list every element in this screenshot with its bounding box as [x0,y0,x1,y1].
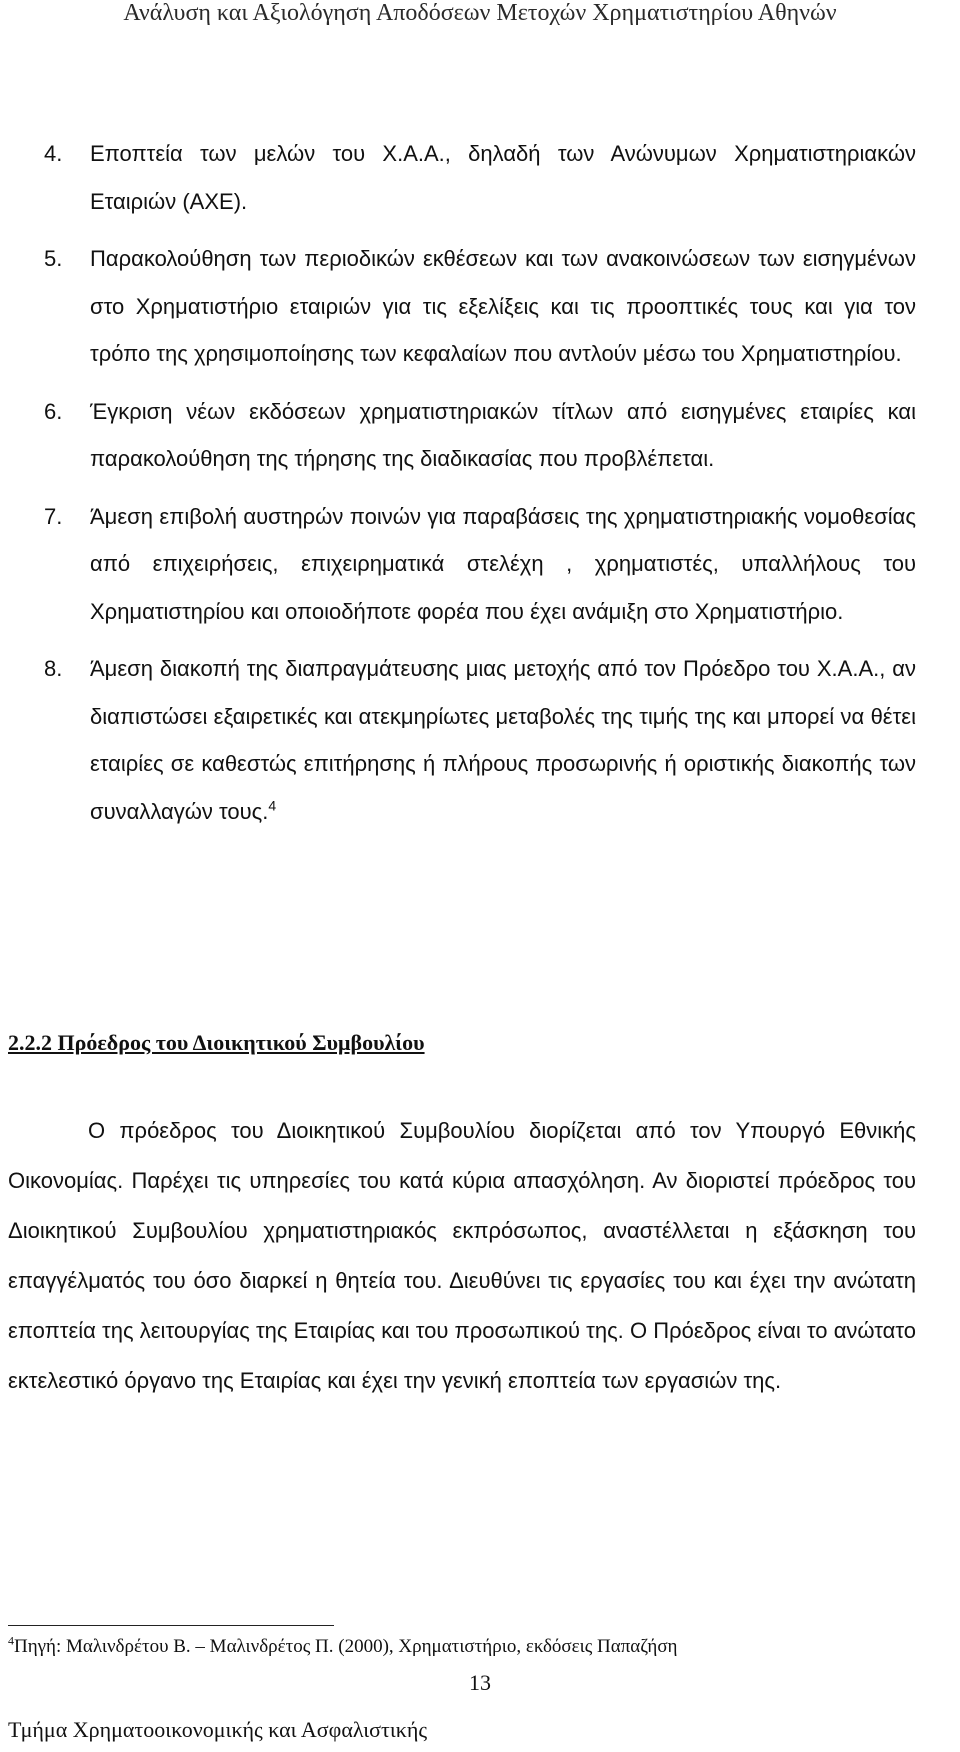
list-item-number: 6. [44,398,63,424]
running-header: Ανάλυση και Αξιολόγηση Αποδόσεων Μετοχών Χρηματιστηρίου Αθηνών [123,0,837,26]
list-item [44,493,916,636]
list-item-number: 8. [44,656,63,681]
section-paragraph: Ο πρόεδρος του Διοικητικού Συμβουλίου διορίζεται από τον Υπουργό Εθνικής Οικονομίας. Παρέχει τις υπηρεσίες του κατά κύρια απασχόληση. Αν διοριστεί πρόεδρος του Διοικητικού Συμβουλίου χρηματιστηριακός εκπρόσωπος, αναστέλλεται η εξάσκηση του επαγγέλματός του όσο διαρκεί η θητεία του. Διευθύνει τις εργασίες του και έχει την ανώτατη εποπτεία της λειτουργίας της Εταιρίας και του προσωπικού της. Ο Πρόεδρος είναι το ανώτατο εκτελεστικό όργανο της Εταιρίας και έχει την γενική εποπτεία των εργασιών της. [8,1118,916,1393]
list-item-text-wrapper [90,645,916,835]
list-item-text: Εποπτεία των μελών του Χ.Α.Α., δηλαδή των Ανώνυμων Χρηματιστηριακών Εταιριών (ΑΧΕ). [90,141,916,214]
list-item-text: Έγκριση νέων εκδόσεων χρηματιστηριακών τίτλων από εισηγμένες εταιρίες και παρακολούθηση της τήρησης της διαδικασίας που προβλέπεται. [90,398,916,471]
list-item [44,130,916,225]
numbered-list [44,130,916,845]
footnote [8,1633,678,1658]
list-item-text: Άμεση διακοπή της διαπραγμάτευσης μιας μετοχής από τον Πρόεδρο του Χ.Α.Α., αν διαπιστώσει εξαιρετικές και ατεκμηρίωτες μεταβολές της τιμής της και μπορεί να θέτει εταιρίες σε καθεστώς επιτήρησης ή πλήρους προσωρινής ή οριστικής διακοπής των συναλλαγών τους. [90,656,916,824]
running-footer: Τμήμα Χρηματοοικονομικής και Ασφαλιστικής [8,1717,428,1742]
section-heading: 2.2.2 Πρόεδρος του Διοικητικού Συμβουλίου [8,1030,425,1055]
list-item [44,645,916,835]
footnote-divider [8,1625,334,1626]
list-item-number: 4. [44,141,63,166]
list-item-number: 5. [44,246,63,271]
footnote-text: Πηγή: Μαλινδρέτου Β. – Μαλινδρέτος Π. (2000), Χρηματιστήριο, εκδόσεις Παπαζήση [14,1636,678,1657]
footnote-marker: 4 [8,1633,14,1648]
list-item [44,388,916,483]
list-item-text: Άμεση επιβολή αυστηρών ποινών για παραβάσεις της χρηματιστηριακής νομοθεσίας από επιχειρήσεις, επιχειρηματικά στελέχη , χρηματιστές, υπαλλήλους του Χρηματιστηρίου και οποιοδήποτε φορέα που έχει ανάμιξη στο Χρηματιστήριο. [90,503,916,624]
page-number: 13 [469,1670,491,1695]
list-item-text: Παρακολούθηση των περιοδικών εκθέσεων και των ανακοινώσεων των εισηγμένων στο Χρηματιστήριο εταιριών για τις εξελίξεις και τις προοπτικές τους και για τον τρόπο της χρησιμοποίησης των κεφαλαίων που αντλούν μέσω του Χρηματιστηρίου. [90,246,916,366]
footnote-reference[interactable]: 4 [268,797,277,814]
list-item-number: 7. [44,503,63,529]
list-item [44,235,916,378]
